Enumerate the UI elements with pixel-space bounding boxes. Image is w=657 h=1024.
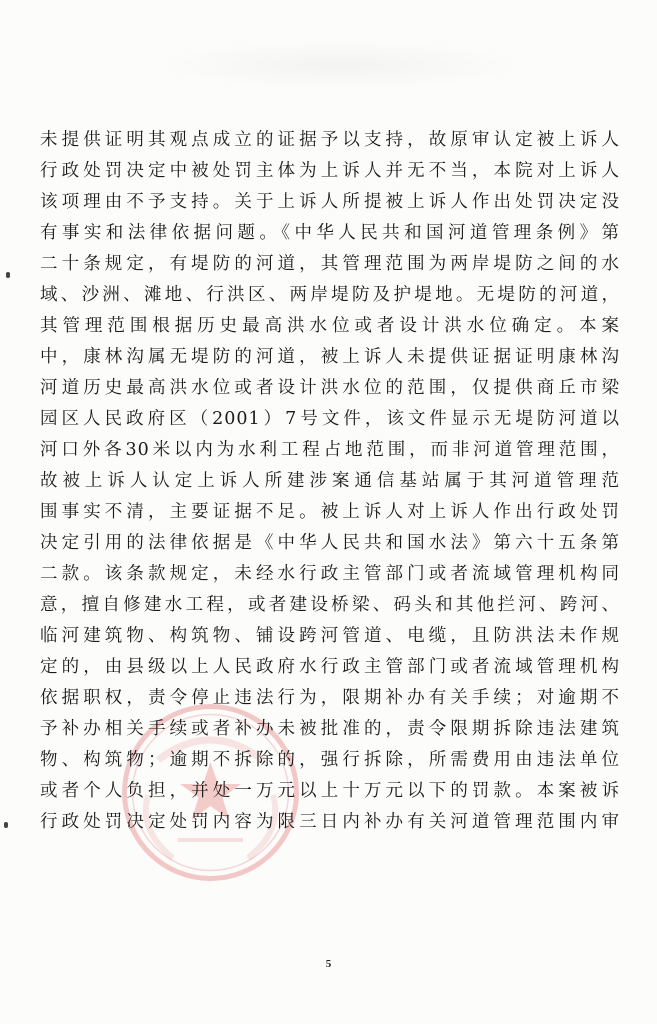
text-line: 该项理由不予支持。关于上诉人所提被上诉人作出处罚决定没 xyxy=(40,192,620,212)
text-line: 意，擅自修建水工程，或者建设桥梁、码头和其他拦河、跨河、 xyxy=(40,595,620,615)
page-number: 5 xyxy=(325,958,332,970)
text-line: 二十条规定，有堤防的河道，其管理范围为两岸堤防之间的水 xyxy=(40,254,620,274)
text-line: 行政处罚决定处罚内容为限三日内补办有关河道管理范围内审 xyxy=(40,812,620,832)
text-line: 物、构筑物；逾期不拆除的，强行拆除，所需费用由违法单位 xyxy=(40,750,620,770)
text-line: 定的，由县级以上人民政府水行政主管部门或者流域管理机构 xyxy=(40,657,620,677)
text-line: 二款。该条款规定，未经水行政主管部门或者流域管理机构同 xyxy=(40,564,620,584)
text-line: 有事实和法律依据问题。《中华人民共和国河道管理条例》第 xyxy=(40,223,620,243)
text-line: 围事实不清，主要证据不足。被上诉人对上诉人作出行政处罚 xyxy=(40,502,620,522)
text-line: 河口外各30米以内为水利工程占地范围，而非河道管理范围， xyxy=(40,440,620,460)
text-line: 其管理范围根据历史最高洪水位或者设计洪水位确定。本案 xyxy=(40,316,620,336)
text-line: 河道历史最高洪水位或者设计洪水位的范围，仅提供商丘市梁 xyxy=(40,378,620,398)
document-body-text xyxy=(40,125,620,838)
text-line: 园区人民政府区（2001）7号文件，该文件显示无堤防河道以 xyxy=(40,409,620,429)
text-line: 故被上诉人认定上诉人所建涉案通信基站属于其河道管理范 xyxy=(40,471,620,491)
text-line: 或者个人负担，并处一万元以上十万元以下的罚款。本案被诉 xyxy=(40,781,620,801)
text-line: 临河建筑物、构筑物、铺设跨河管道、电缆，且防洪法未作规 xyxy=(40,626,620,646)
margin-mark-top xyxy=(6,272,10,278)
text-line: 行政处罚决定中被处罚主体为上诉人并无不当，本院对上诉人 xyxy=(40,161,620,181)
text-line: 依据职权，责令停止违法行为，限期补办有关手续；对逾期不 xyxy=(40,688,620,708)
margin-mark-bottom xyxy=(4,822,8,828)
text-line: 中，康林沟属无堤防的河道，被上诉人未提供证据证明康林沟 xyxy=(40,347,620,367)
text-line: 域、沙洲、滩地、行洪区、两岸堤防及护堤地。无堤防的河道， xyxy=(40,285,620,305)
text-line: 予补办相关手续或者补办未被批准的，责令限期拆除违法建筑 xyxy=(40,719,620,739)
text-line: 未提供证明其观点成立的证据予以支持，故原审认定被上诉人 xyxy=(40,130,620,150)
scan-smudge xyxy=(150,40,530,90)
text-line: 决定引用的法律依据是《中华人民共和国水法》第六十五条第 xyxy=(40,533,620,553)
